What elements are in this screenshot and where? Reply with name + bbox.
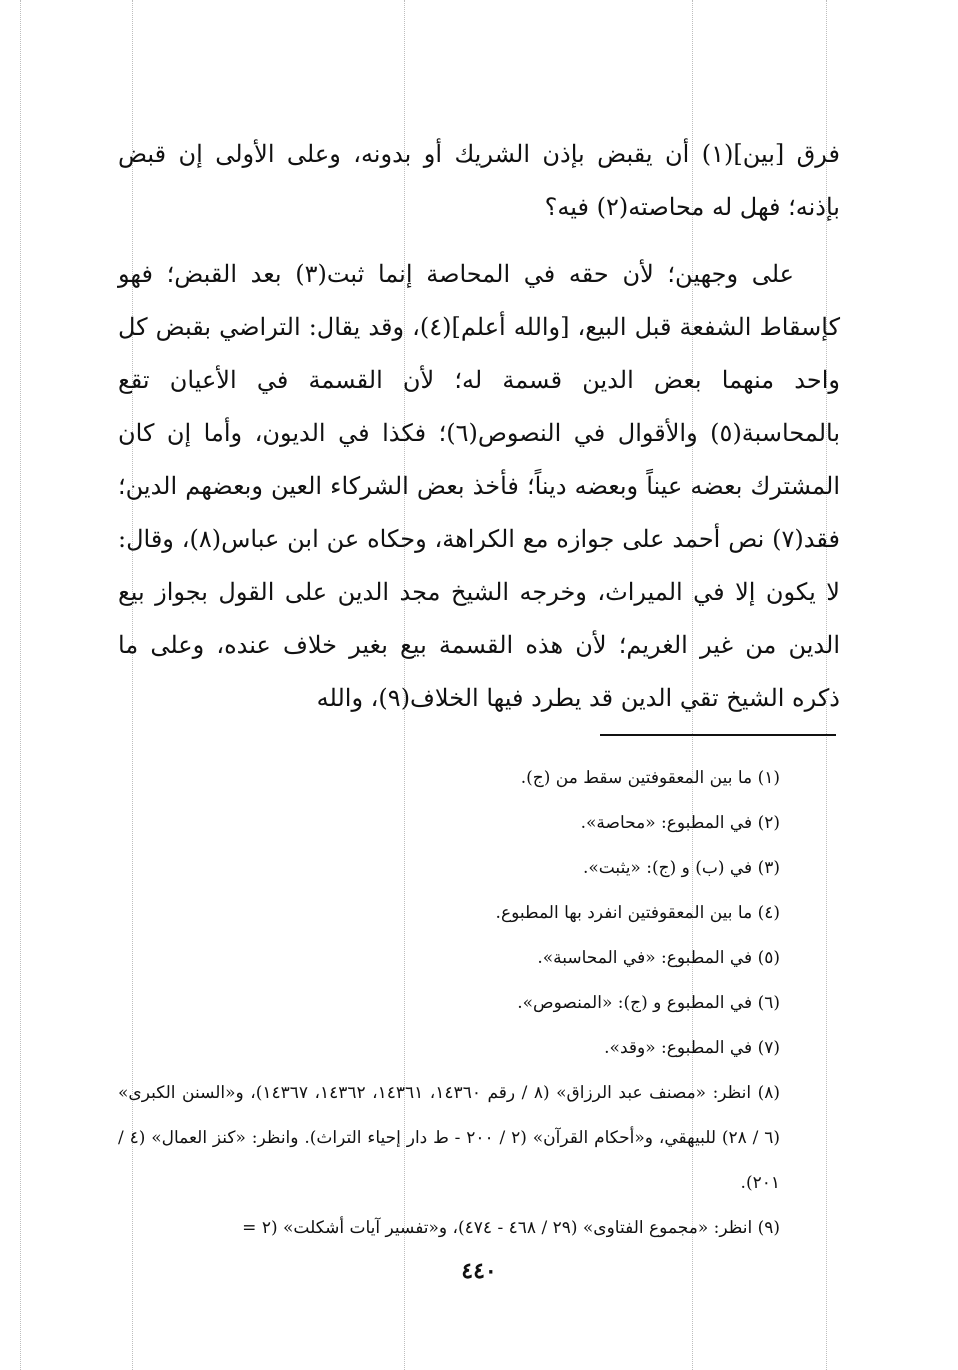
footnote: (١) ما بين المعقوفتين سقط من (ج). bbox=[520, 768, 780, 788]
footnote-separator bbox=[600, 734, 836, 736]
scan-guide-line bbox=[20, 0, 21, 1370]
footnote: (٦) في المطبوع و (ج): «المنصوص». bbox=[517, 993, 780, 1013]
main-text bbox=[118, 128, 840, 725]
paragraph: فرق [بين](١) أن يقبض بإذن الشريك أو بدونه، وعلى الأولى إن قبض بإذنه؛ فهل له محاصته(٢) فيه؟ bbox=[118, 140, 841, 221]
paragraph: على وجهين؛ لأن حقه في المحاصة إنما ثبت(٣) بعد القبض؛ فهو كإسقاط الشفعة قبل البيع، [والله أعلم](٤)، وقد يقال: التراضي بقبض كل واحد منهما بعض الدين قسمة له؛ لأن القسمة في الأعيان تقع بالمحاسبة(٥) والأقوال في النصوص(٦)؛ فكذا في الديون، وأما إن كان المشترك بعضه عيناً وبعضه ديناً؛ فأخذ بعض الشركاء العين وبعضهم الدين؛ فقد(٧) نص أحمد على جوازه مع الكراهة، وحكاه عن ابن عباس(٨)، وقال: لا يكون إلا في الميراث، وخرجه الشيخ مجد الدين على القول بجواز بيع الدين من غير الغريم؛ لأن هذه القسمة بيع بغير خلاف عنده، وعلى ما ذكره الشيخ تقي الدين قد يطرد فيها الخلاف(٩)، والله bbox=[118, 260, 841, 712]
footnote: (٧) في المطبوع: «وقد». bbox=[604, 1038, 780, 1058]
footnote: (٩) انظر: «مجموع الفتاوى» (٢٩ / ٤٦٨ - ٤٧٤)، و«تفسير آيات أشكلت» (٢ = bbox=[242, 1218, 780, 1238]
footnote: (٤) ما بين المعقوفتين انفرد بها المطبوع. bbox=[495, 903, 780, 923]
footnotes bbox=[118, 756, 840, 1251]
footnote: (٥) في المطبوع: «في المحاسبة». bbox=[537, 948, 780, 968]
page-number: ٤٤٠ bbox=[461, 1258, 497, 1284]
footnote: (٨) انظر: «مصنف عبد الرزاق» (٨ / رقم ١٤٣٦٠، ١٤٣٦١، ١٤٣٦٢، ١٤٣٦٧)، و«السنن الكبرى» (٦ / ٢٨) للبيهقي، و«أحكام القرآن» (٢ / ٢٠٠ - ط دار إحياء التراث). وانظر: «كنز العمال» (٤ / ٢٠١). bbox=[118, 1083, 780, 1193]
footnote: (٣) في (ب) و (ج): «يثبت». bbox=[582, 858, 780, 878]
footnote: (٢) في المطبوع: «محاصة». bbox=[580, 813, 780, 833]
